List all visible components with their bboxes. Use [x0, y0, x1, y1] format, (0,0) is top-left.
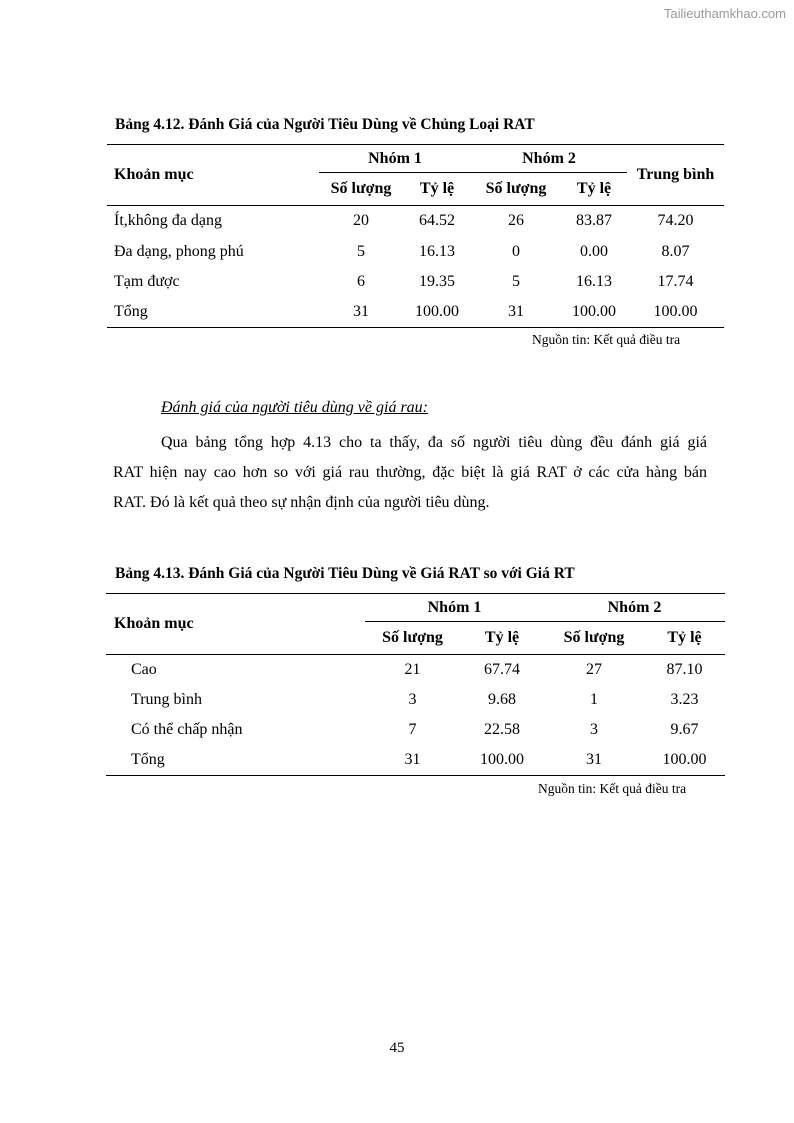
table2-subheader-qty: Số lượng [544, 622, 644, 655]
table2-header-item: Khoản mục [106, 594, 365, 655]
section-subheading: Đánh giá của người tiêu dùng về giá rau: [161, 399, 429, 416]
cell-g2-ratio: 83.87 [576, 212, 612, 230]
table1-subheader-qty: Số lượng [471, 173, 561, 206]
table2-caption: Bảng 4.13. Đánh Giá của Người Tiêu Dùng về Giá RAT so với Giá RT [115, 565, 575, 582]
table2-subheader-ratio: Tỷ lệ [644, 622, 725, 655]
row-label: Cao [131, 660, 157, 678]
row-label: Tạm được [114, 272, 180, 290]
table2-subheader-ratio: Tỷ lệ [460, 622, 544, 655]
cell-g2-qty: 0 [512, 242, 520, 260]
table2-subheader-qty: Số lượng [365, 622, 460, 655]
cell-g2-ratio: 100.00 [644, 745, 725, 776]
cell-g2-ratio: 3.23 [670, 690, 699, 708]
table-row [107, 267, 724, 297]
cell-g2-ratio: 0.00 [580, 242, 608, 260]
page-number: 45 [389, 1040, 405, 1056]
cell-g2-qty: 5 [512, 272, 520, 290]
cell-g1-ratio: 64.52 [419, 212, 455, 230]
table1-source: Nguồn tin: Kết quả điều tra [532, 332, 681, 347]
table-row [107, 206, 724, 237]
paragraph-line-2: RAT hiện nay cao hơn so với giá rau thường, đặc biệt là giá RAT ở các cửa hàng bán [113, 464, 707, 481]
cell-avg: 8.07 [661, 242, 690, 260]
table1-subheader-ratio: Tỷ lệ [403, 173, 471, 206]
cell-g2-ratio: 100.00 [561, 297, 627, 328]
cell-g2-qty: 31 [544, 745, 644, 776]
table2-header-group1: Nhóm 1 [365, 594, 544, 622]
cell-g2-qty: 27 [586, 660, 602, 678]
cell-g2-ratio: 9.67 [670, 720, 699, 738]
cell-g2-qty: 31 [471, 297, 561, 328]
cell-g1-qty: 6 [357, 272, 365, 290]
cell-g1-qty: 31 [365, 745, 460, 776]
table2-source: Nguồn tin: Kết quả điều tra [538, 781, 687, 796]
cell-g1-ratio: 22.58 [484, 720, 520, 738]
cell-g2-qty: 26 [508, 212, 524, 230]
table-row [106, 685, 725, 715]
table-row [106, 715, 725, 745]
row-label: Đa dạng, phong phú [114, 242, 244, 260]
paragraph-line-3: RAT. Đó là kết quả theo sự nhận định của người tiêu dùng. [113, 494, 490, 511]
cell-avg: 74.20 [657, 212, 694, 230]
cell-g1-ratio: 16.13 [419, 242, 455, 260]
table1-header-group1: Nhóm 1 [319, 145, 471, 173]
table1-caption: Bảng 4.12. Đánh Giá của Người Tiêu Dùng về Chủng Loại RAT [115, 116, 535, 133]
cell-g1-qty: 31 [319, 297, 403, 328]
cell-g1-ratio: 100.00 [460, 745, 544, 776]
row-label: Tổng [107, 297, 319, 328]
table1-header-avg: Trung bình [627, 145, 724, 206]
cell-g2-qty: 3 [590, 720, 598, 738]
table1-subheader-ratio: Tỷ lệ [561, 173, 627, 206]
cell-g1-qty: 3 [408, 690, 417, 708]
cell-g1-qty: 20 [353, 212, 369, 230]
table-row [106, 745, 725, 776]
cell-g2-ratio: 87.10 [666, 660, 703, 678]
row-label: Có thể chấp nhận [131, 720, 243, 738]
cell-g1-qty: 21 [404, 660, 421, 678]
row-label: Ít,không đa dạng [114, 212, 222, 230]
table1-header-item: Khoản mục [107, 145, 319, 206]
cell-avg: 100.00 [627, 297, 724, 328]
table-row [107, 297, 724, 328]
table1-header-group2: Nhóm 2 [471, 145, 627, 173]
table-row [107, 237, 724, 267]
cell-g1-ratio: 19.35 [419, 272, 455, 290]
row-label: Trung bình [131, 690, 202, 708]
table-row [106, 655, 725, 685]
paragraph-line-1: Qua bảng tổng hợp 4.13 cho ta thấy, đa số người tiêu dùng đều đánh giá giá [161, 434, 707, 451]
cell-g2-ratio: 16.13 [576, 272, 612, 290]
cell-avg: 17.74 [657, 272, 694, 290]
table1-subheader-qty: Số lượng [319, 173, 403, 206]
table1 [107, 144, 724, 328]
cell-g1-qty: 5 [357, 242, 365, 260]
table2-header-group2: Nhóm 2 [544, 594, 725, 622]
cell-g1-qty: 7 [408, 720, 417, 738]
cell-g1-ratio: 100.00 [403, 297, 471, 328]
cell-g1-ratio: 67.74 [484, 660, 520, 678]
watermark: Tailieuthamkhao.com [663, 6, 786, 21]
table2 [106, 593, 725, 776]
row-label: Tổng [106, 745, 365, 776]
cell-g1-ratio: 9.68 [488, 690, 516, 708]
cell-g2-qty: 1 [590, 690, 598, 708]
